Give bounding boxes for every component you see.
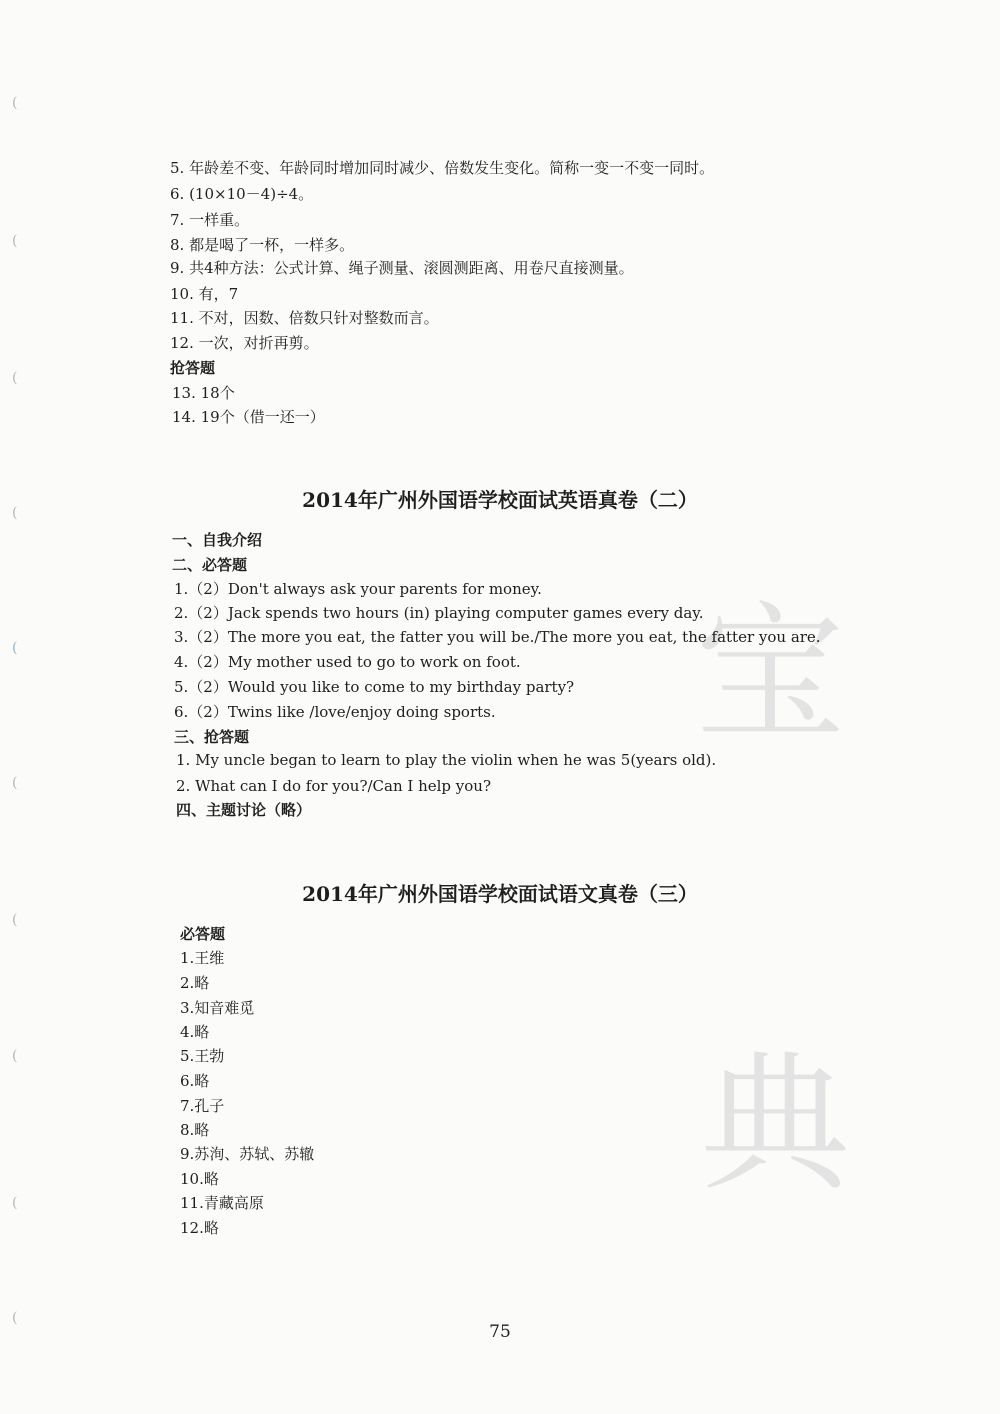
english-answer-4: 4.（2）My mother used to go to work on foot. bbox=[174, 653, 521, 671]
english-required-heading: 二、必答题 bbox=[172, 556, 248, 574]
math-answer-5: 5. 年龄差不变、年龄同时增加同时减少、倍数发生变化。简称一变一不变一同时。 bbox=[170, 159, 715, 177]
chinese-answer-12: 12.略 bbox=[180, 1219, 219, 1237]
binding-hole-mark: ( bbox=[12, 912, 18, 928]
english-discussion-heading: 四、主题讨论（略） bbox=[176, 801, 312, 819]
binding-hole-mark: ( bbox=[12, 1048, 18, 1064]
watermark-glyph: 宝 bbox=[695, 588, 846, 762]
chinese-answer-6: 6.略 bbox=[180, 1072, 210, 1090]
english-quick-heading: 三、抢答题 bbox=[174, 728, 250, 746]
chinese-answer-8: 8.略 bbox=[180, 1121, 210, 1139]
binding-hole-mark: ( bbox=[12, 233, 18, 249]
math-answer-6: 6. (10×10－4)÷4。 bbox=[170, 185, 314, 203]
chinese-answer-1: 1.王维 bbox=[180, 949, 225, 967]
chinese-answer-9: 9.苏洵、苏轼、苏辙 bbox=[180, 1145, 315, 1163]
math-answer-10: 10. 有，7 bbox=[170, 285, 239, 303]
math-answer-7: 7. 一样重。 bbox=[170, 211, 250, 229]
binding-hole-mark: ( bbox=[12, 640, 18, 656]
chinese-exam-title: 2014年广州外国语学校面试语文真卷（三） bbox=[302, 882, 698, 906]
binding-hole-mark: ( bbox=[12, 775, 18, 791]
english-answer-2: 2.（2）Jack spends two hours (in) playing computer games every day. bbox=[174, 604, 704, 622]
chinese-answer-11: 11.青藏高原 bbox=[180, 1194, 264, 1212]
english-exam-title: 2014年广州外国语学校面试英语真卷（二） bbox=[302, 488, 698, 512]
binding-hole-mark: ( bbox=[12, 370, 18, 386]
binding-hole-mark: ( bbox=[12, 1310, 18, 1326]
chinese-answer-5: 5.王勃 bbox=[180, 1047, 225, 1065]
english-quick-answer-2: 2. What can I do for you?/Can I help you? bbox=[176, 777, 491, 795]
chinese-answer-7: 7.孔子 bbox=[180, 1097, 225, 1115]
chinese-answer-10: 10.略 bbox=[180, 1170, 219, 1188]
binding-hole-mark: ( bbox=[12, 505, 18, 521]
binding-hole-mark: ( bbox=[12, 1195, 18, 1211]
english-intro-heading: 一、自我介绍 bbox=[172, 531, 263, 549]
math-answer-11: 11. 不对，因数、倍数只针对整数而言。 bbox=[170, 309, 439, 327]
math-answer-14: 14. 19个（借一还一） bbox=[172, 408, 325, 426]
english-answer-3: 3.（2）The more you eat, the fatter you will be./The more you eat, the fatter you are. bbox=[174, 628, 821, 646]
chinese-answer-3: 3.知音难觅 bbox=[180, 999, 255, 1017]
chinese-answer-4: 4.略 bbox=[180, 1023, 210, 1041]
math-answer-13: 13. 18个 bbox=[172, 384, 235, 402]
math-answer-8: 8. 都是喝了一杯，一样多。 bbox=[170, 236, 355, 254]
english-quick-answer-1: 1. My uncle began to learn to play the violin when he was 5(years old). bbox=[176, 751, 717, 769]
math-quick-heading: 抢答题 bbox=[170, 359, 216, 377]
english-answer-5: 5.（2）Would you like to come to my birthday party? bbox=[174, 678, 575, 696]
chinese-answer-2: 2.略 bbox=[180, 974, 210, 992]
math-answer-12: 12. 一次，对折再剪。 bbox=[170, 334, 319, 352]
watermark-glyph: 典 bbox=[700, 1038, 851, 1212]
math-answer-9: 9. 共4种方法：公式计算、绳子测量、滚圆测距离、用卷尺直接测量。 bbox=[170, 259, 634, 277]
english-answer-1: 1.（2）Don't always ask your parents for money. bbox=[174, 580, 542, 598]
english-answer-6: 6.（2）Twins like /love/enjoy doing sports. bbox=[174, 703, 496, 721]
chinese-required-heading: 必答题 bbox=[180, 925, 226, 943]
binding-hole-mark: ( bbox=[12, 95, 18, 111]
page-number: 75 bbox=[489, 1322, 511, 1342]
